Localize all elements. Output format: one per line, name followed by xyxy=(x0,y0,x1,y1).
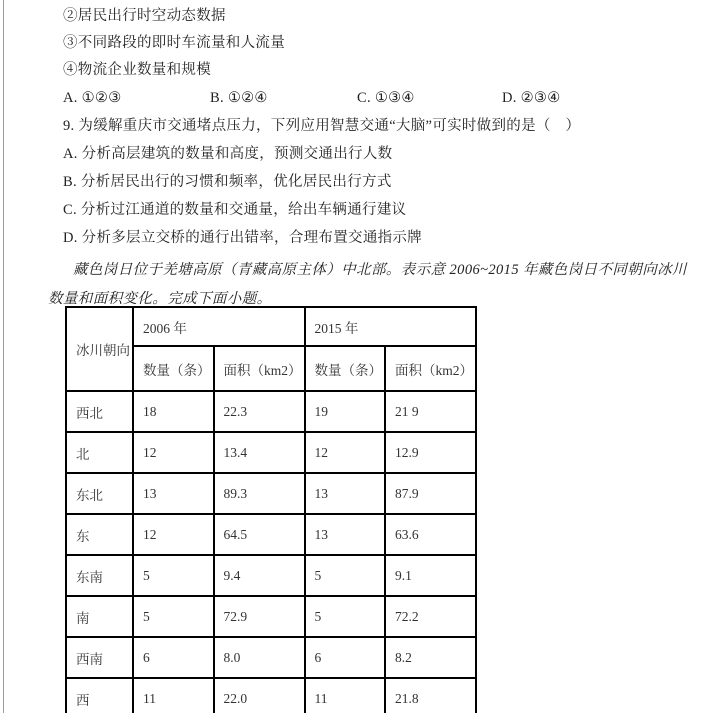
direction-cell: 东 xyxy=(66,514,133,555)
q8-option-d: D. ②③④ xyxy=(502,90,561,106)
statement-4: ④物流企业数量和规模 xyxy=(63,62,211,78)
value-cell: 9.4 xyxy=(214,555,305,596)
subheader-count-2006: 数量（条） xyxy=(133,346,214,391)
value-cell: 8.0 xyxy=(214,637,305,678)
q9-option-d: D. 分析多层立交桥的通行出错率，合理布置交通指示牌 xyxy=(63,230,423,246)
q8-option-b: B. ①②④ xyxy=(210,90,268,106)
value-cell: 11 xyxy=(305,678,386,713)
value-cell: 11 xyxy=(133,678,214,713)
value-cell: 13 xyxy=(305,514,386,555)
table-row xyxy=(66,514,476,555)
q8-option-c: C. ①③④ xyxy=(357,90,415,106)
value-cell: 12 xyxy=(305,432,386,473)
value-cell: 22.3 xyxy=(214,391,305,432)
direction-cell: 东北 xyxy=(66,473,133,514)
subheader-area-2015: 面积（km2） xyxy=(385,346,476,391)
value-cell: 13 xyxy=(305,473,386,514)
year-2015-header: 2015 年 xyxy=(305,307,477,346)
statement-2: ②居民出行时空动态数据 xyxy=(63,8,226,24)
value-cell: 72.2 xyxy=(385,596,476,637)
direction-cell: 南 xyxy=(66,596,133,637)
glacier-table-body xyxy=(66,391,476,713)
q9-option-b: B. 分析居民出行的习惯和频率，优化居民出行方式 xyxy=(63,174,392,190)
table-row xyxy=(66,432,476,473)
value-cell: 89.3 xyxy=(214,473,305,514)
value-cell: 19 xyxy=(305,391,386,432)
q8-option-a: A. ①②③ xyxy=(63,90,122,106)
direction-cell: 东南 xyxy=(66,555,133,596)
value-cell: 12 xyxy=(133,432,214,473)
table-row xyxy=(66,637,476,678)
value-cell: 18 xyxy=(133,391,214,432)
direction-cell: 西北 xyxy=(66,391,133,432)
value-cell: 72.9 xyxy=(214,596,305,637)
table-row xyxy=(66,473,476,514)
direction-cell: 西南 xyxy=(66,637,133,678)
value-cell: 21 9 xyxy=(385,391,476,432)
value-cell: 6 xyxy=(305,637,386,678)
value-cell: 13 xyxy=(133,473,214,514)
table-row xyxy=(66,555,476,596)
table-row xyxy=(66,596,476,637)
value-cell: 5 xyxy=(305,596,386,637)
table-row xyxy=(66,391,476,432)
value-cell: 6 xyxy=(133,637,214,678)
year-2006-header: 2006 年 xyxy=(133,307,305,346)
value-cell: 63.6 xyxy=(385,514,476,555)
value-cell: 64.5 xyxy=(214,514,305,555)
table-row xyxy=(66,678,476,713)
value-cell: 13.4 xyxy=(214,432,305,473)
q9-option-c: C. 分析过江通道的数量和交通量，给出车辆通行建议 xyxy=(63,202,407,218)
statement-3: ③不同路段的即时车流量和人流量 xyxy=(63,35,285,51)
q9-option-a: A. 分析高层建筑的数量和高度，预测交通出行人数 xyxy=(63,146,393,162)
value-cell: 9.1 xyxy=(385,555,476,596)
value-cell: 87.9 xyxy=(385,473,476,514)
value-cell: 5 xyxy=(133,555,214,596)
passage-text: 藏色岗日位于羌塘高原（青藏高原主体）中北部。表示意 2006~2015 年藏色岗日不同朝向冰川数量和面积变化。完成下面小题。 xyxy=(48,262,687,307)
value-cell: 12 xyxy=(133,514,214,555)
value-cell: 8.2 xyxy=(385,637,476,678)
value-cell: 21.8 xyxy=(385,678,476,713)
glacier-table xyxy=(65,306,477,713)
value-cell: 5 xyxy=(305,555,386,596)
value-cell: 12.9 xyxy=(385,432,476,473)
direction-cell: 西 xyxy=(66,678,133,713)
page-edge-line xyxy=(3,0,4,713)
question9-stem: 9. 为缓解重庆市交通堵点压力，下列应用智慧交通“大脑”可实时做到的是（ ） xyxy=(63,118,581,134)
subheader-count-2015: 数量（条） xyxy=(305,346,386,391)
direction-cell: 北 xyxy=(66,432,133,473)
value-cell: 22.0 xyxy=(214,678,305,713)
corner-header-cell: 冰川朝向 xyxy=(66,307,133,391)
subheader-area-2006: 面积（km2） xyxy=(214,346,305,391)
value-cell: 5 xyxy=(133,596,214,637)
